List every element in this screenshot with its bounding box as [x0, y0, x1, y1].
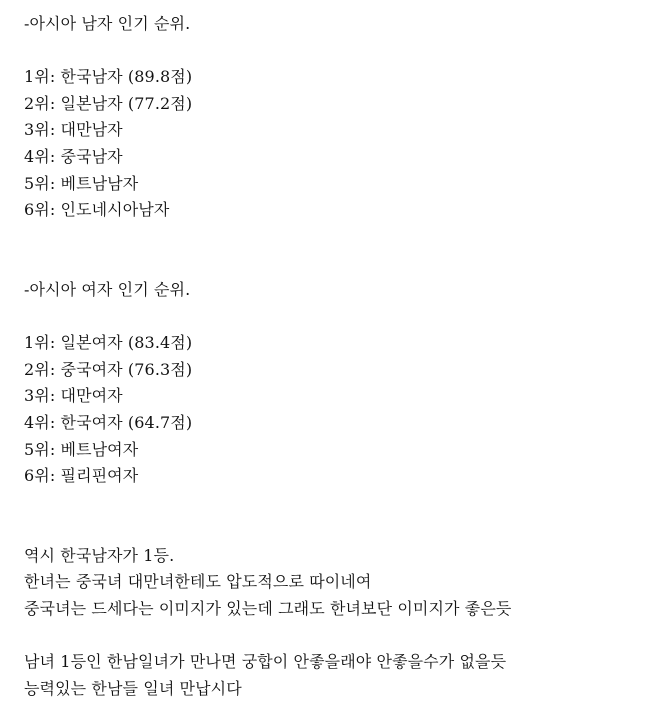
men-rank-4: 4위: 중국남자 [24, 146, 123, 166]
women-rank-2: 2위: 중국여자 (76.3점) [24, 359, 193, 379]
women-rank-1: 1위: 일본여자 (83.4점) [24, 333, 193, 353]
spacer [24, 304, 654, 331]
men-ranking-title: -아시아 남자 인기 순위. [24, 14, 191, 33]
women-rank-3: 3위: 대만여자 [24, 386, 123, 406]
spacer [24, 38, 654, 65]
men-rank-5: 5위: 베트남남자 [24, 173, 139, 193]
women-ranking-title: -아시아 여자 인기 순위. [24, 279, 191, 299]
comment-line: 능력있는 한남들 일녀 만납시다 [24, 678, 242, 698]
comment-line: 역시 한국남자가 1등. [24, 545, 175, 565]
comment-line: 한녀는 중국녀 대만녀한테도 압도적으로 따이네여 [24, 572, 372, 592]
comment-line: 남녀 1등인 한남일녀가 만나면 궁합이 안좋을래야 안좋을수가 없을듯 [24, 652, 507, 672]
comment-block-2 [24, 649, 654, 702]
men-rank-3: 3위: 대만남자 [24, 120, 123, 140]
women-rank-6: 6위: 필리핀여자 [24, 466, 139, 486]
spacer [24, 490, 654, 543]
comment-block-1 [24, 543, 654, 623]
comment-line: 중국녀는 드세다는 이미지가 있는데 그래도 한녀보단 이미지가 좋은듯 [24, 599, 512, 619]
document-body [24, 11, 654, 702]
women-rank-5: 5위: 베트남여자 [24, 439, 139, 459]
spacer [24, 224, 654, 277]
men-rank-1: 1위: 한국남자 (89.8점) [24, 67, 193, 87]
men-rank-6: 6위: 인도네시아남자 [24, 200, 170, 220]
women-ranking-list [24, 330, 654, 490]
men-rank-2: 2위: 일본남자 (77.2점) [24, 93, 193, 113]
men-ranking-list [24, 64, 654, 224]
spacer [24, 623, 654, 650]
women-rank-4: 4위: 한국여자 (64.7점) [24, 412, 193, 432]
